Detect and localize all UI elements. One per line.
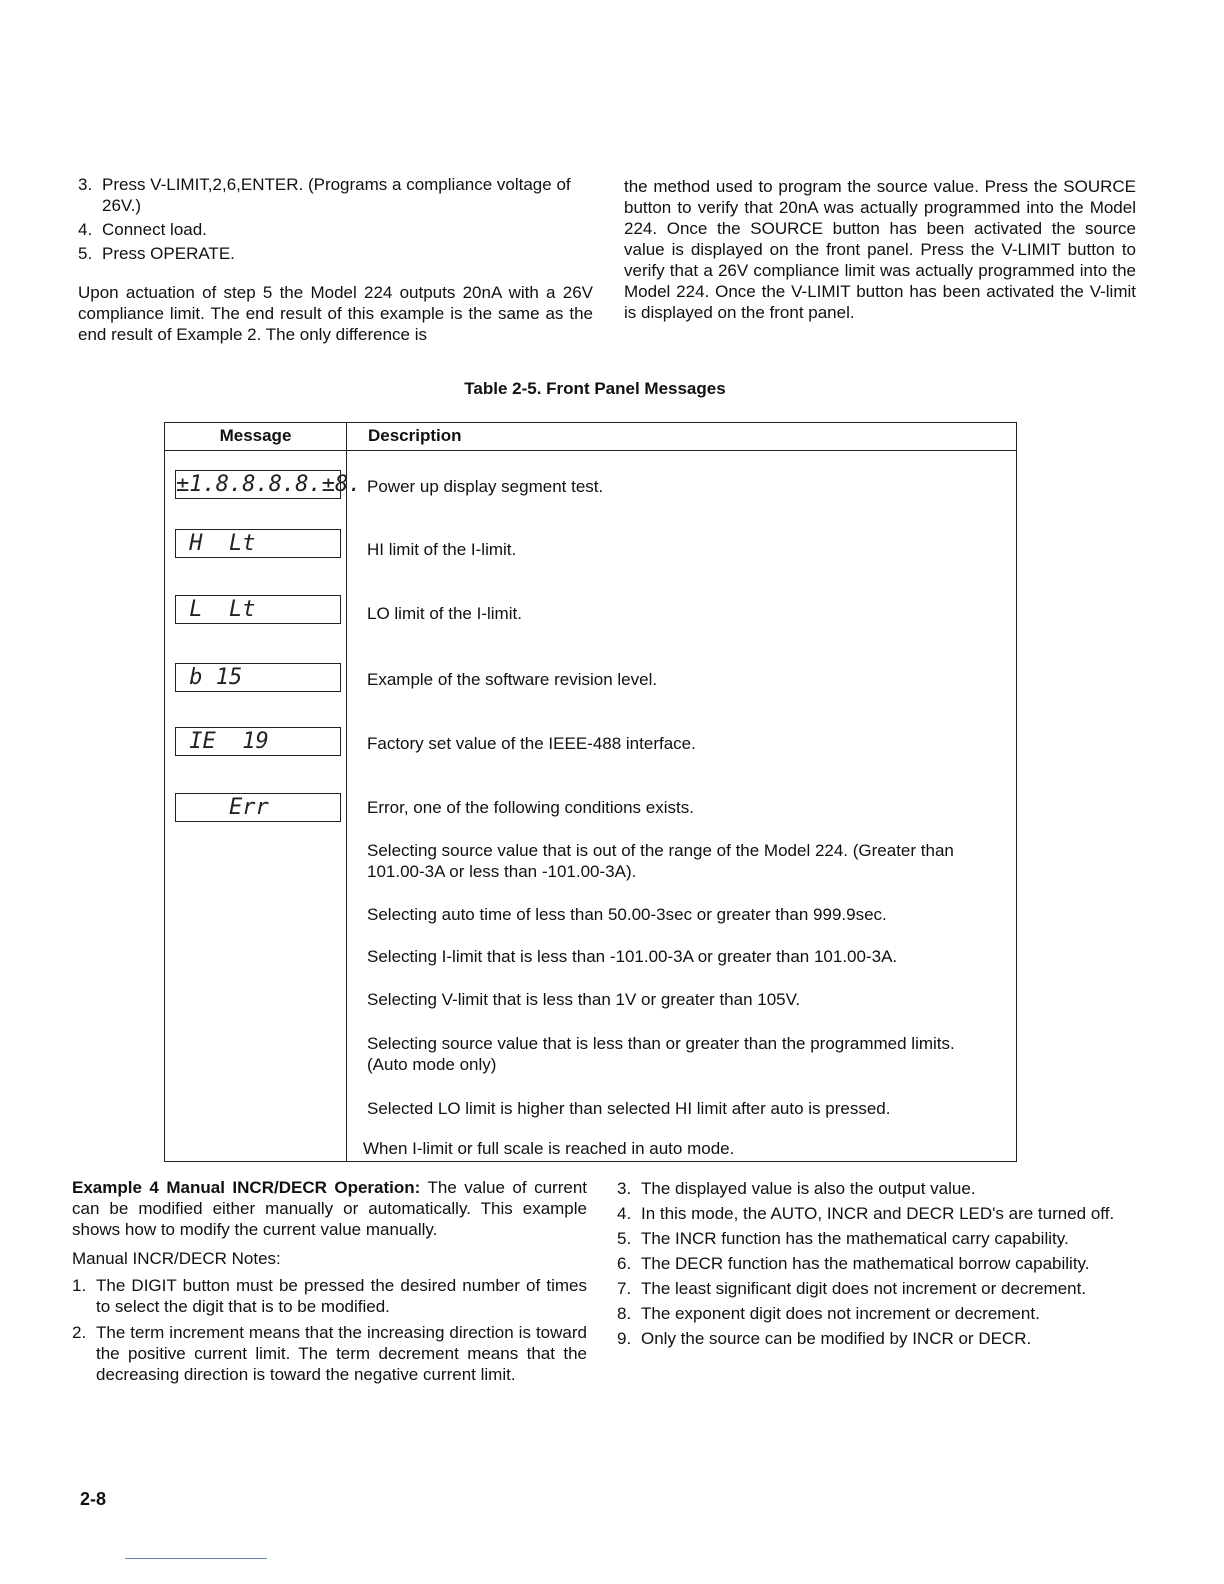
list-item [78, 174, 593, 216]
display-ieee-address: IE 19 [175, 727, 341, 756]
list-item [617, 1328, 1133, 1349]
page-number: 2-8 [80, 1489, 107, 1509]
actuation-paragraph: Upon actuation of step 5 the Model 224 outputs 20nA with a 26V compliance limit. The end result of this example is the same as the end result of Example 2. The only difference is [78, 283, 593, 344]
list-item [78, 243, 593, 264]
display-lo-limit: L Lt [175, 595, 341, 624]
notes-list [72, 1275, 587, 1385]
note-number: 6. [617, 1254, 632, 1273]
note-text: The term increment means that the increasing direction is toward the positive current limit. The term decrement means that the decreasing direction is toward the negative current limit. [96, 1323, 587, 1384]
note-text: The exponent digit does not increment or decrement. [641, 1304, 1040, 1323]
row-description: HI limit of the I-limit. [367, 540, 517, 559]
note-text: The DIGIT button must be pressed the desired number of times to select the digit that is to be modified. [96, 1276, 587, 1316]
bottom-left-column [72, 1177, 587, 1388]
list-item [78, 219, 593, 240]
note-number: 1. [72, 1276, 87, 1295]
note-number: 9. [617, 1329, 632, 1348]
step-text: Press V-LIMIT,2,6,ENTER. (Programs a compliance voltage of 26V.) [102, 175, 571, 215]
note-number: 2. [72, 1323, 87, 1342]
front-panel-messages-table [164, 422, 1017, 1162]
notes-list-continued [617, 1178, 1133, 1349]
method-paragraph: the method used to program the source value. Press the SOURCE button to verify that 20nA was actually programmed into the Model 224. Once the SOURCE button has been activated the source value is displayed on the front panel. Press the V-LIMIT button to verify that a 26V compliance limit was actually programmed into the Model 224. Once the V-LIMIT button has been activated the V-limit is displayed on the front panel. [624, 177, 1136, 322]
step-number: 3. [78, 175, 93, 194]
row-description: Power up display segment test. [367, 477, 604, 496]
top-right-column [624, 176, 1136, 323]
list-item [617, 1228, 1133, 1249]
display-segment-test: ±1.8.8.8.8.±8. [176, 472, 362, 497]
note-number: 4. [617, 1204, 632, 1223]
display-hi-limit: H Lt [175, 529, 341, 558]
example-text: The value of current can be modified either manually or automatically. This example shows how to modify the current value manually. [72, 1178, 587, 1239]
note-number: 5. [617, 1229, 632, 1248]
row-description: LO limit of the I-limit. [367, 604, 522, 623]
error-condition: When I-limit or full scale is reached in auto mode. [363, 1139, 735, 1158]
step-text: Connect load. [102, 220, 207, 239]
note-text: The least significant digit does not increment or decrement. [641, 1279, 1087, 1298]
error-condition: Selecting auto time of less than 50.00-3sec or greater than 999.9sec. [367, 905, 887, 924]
steps-list [78, 174, 593, 264]
header-divider [165, 450, 1016, 451]
bottom-right-column [617, 1178, 1133, 1352]
display-software-revision: b 15 [175, 663, 341, 692]
header-description: Description [368, 426, 462, 445]
column-divider [346, 423, 347, 1161]
example-paragraph [72, 1177, 587, 1240]
note-text: Only the source can be modified by INCR or DECR. [641, 1329, 1032, 1348]
footer-rule [125, 1558, 267, 1559]
note-number: 3. [617, 1179, 632, 1198]
list-item [617, 1278, 1133, 1299]
error-condition: Selecting source value that is less than or greater than the programmed limits. (Auto mode only) [367, 1034, 955, 1074]
notes-heading: Manual INCR/DECR Notes: [72, 1249, 281, 1268]
note-text: The DECR function has the mathematical borrow capability. [641, 1254, 1090, 1273]
step-number: 4. [78, 220, 93, 239]
step-text: Press OPERATE. [102, 244, 235, 263]
list-item [72, 1275, 587, 1317]
row-description: Example of the software revision level. [367, 670, 658, 689]
list-item [617, 1203, 1133, 1224]
header-message: Message [219, 426, 292, 445]
note-text: The INCR function has the mathematical carry capability. [641, 1229, 1069, 1248]
row-description: Factory set value of the IEEE-488 interface. [367, 734, 696, 753]
table-title: Table 2-5. Front Panel Messages [464, 379, 726, 398]
note-number: 7. [617, 1279, 632, 1298]
display-error: Err [175, 793, 341, 822]
error-condition: Selecting source value that is out of the range of the Model 224. (Greater than 101.00-3A or less than -101.00-3A). [367, 841, 954, 881]
note-text: In this mode, the AUTO, INCR and DECR LED's are turned off. [641, 1204, 1115, 1223]
error-condition: Selected LO limit is higher than selected HI limit after auto is pressed. [367, 1099, 891, 1118]
list-item [72, 1322, 587, 1385]
list-item [617, 1303, 1133, 1324]
row-description: Error, one of the following conditions exists. [367, 798, 694, 817]
note-number: 8. [617, 1304, 632, 1323]
error-condition: Selecting V-limit that is less than 1V or greater than 105V. [367, 990, 801, 1009]
error-condition: Selecting I-limit that is less than -101.00-3A or greater than 101.00-3A. [367, 947, 898, 966]
note-text: The displayed value is also the output value. [641, 1179, 976, 1198]
list-item [617, 1253, 1133, 1274]
list-item [617, 1178, 1133, 1199]
example-heading: Example 4 Manual INCR/DECR Operation: [72, 1178, 421, 1197]
top-left-column [78, 174, 593, 345]
step-number: 5. [78, 244, 93, 263]
